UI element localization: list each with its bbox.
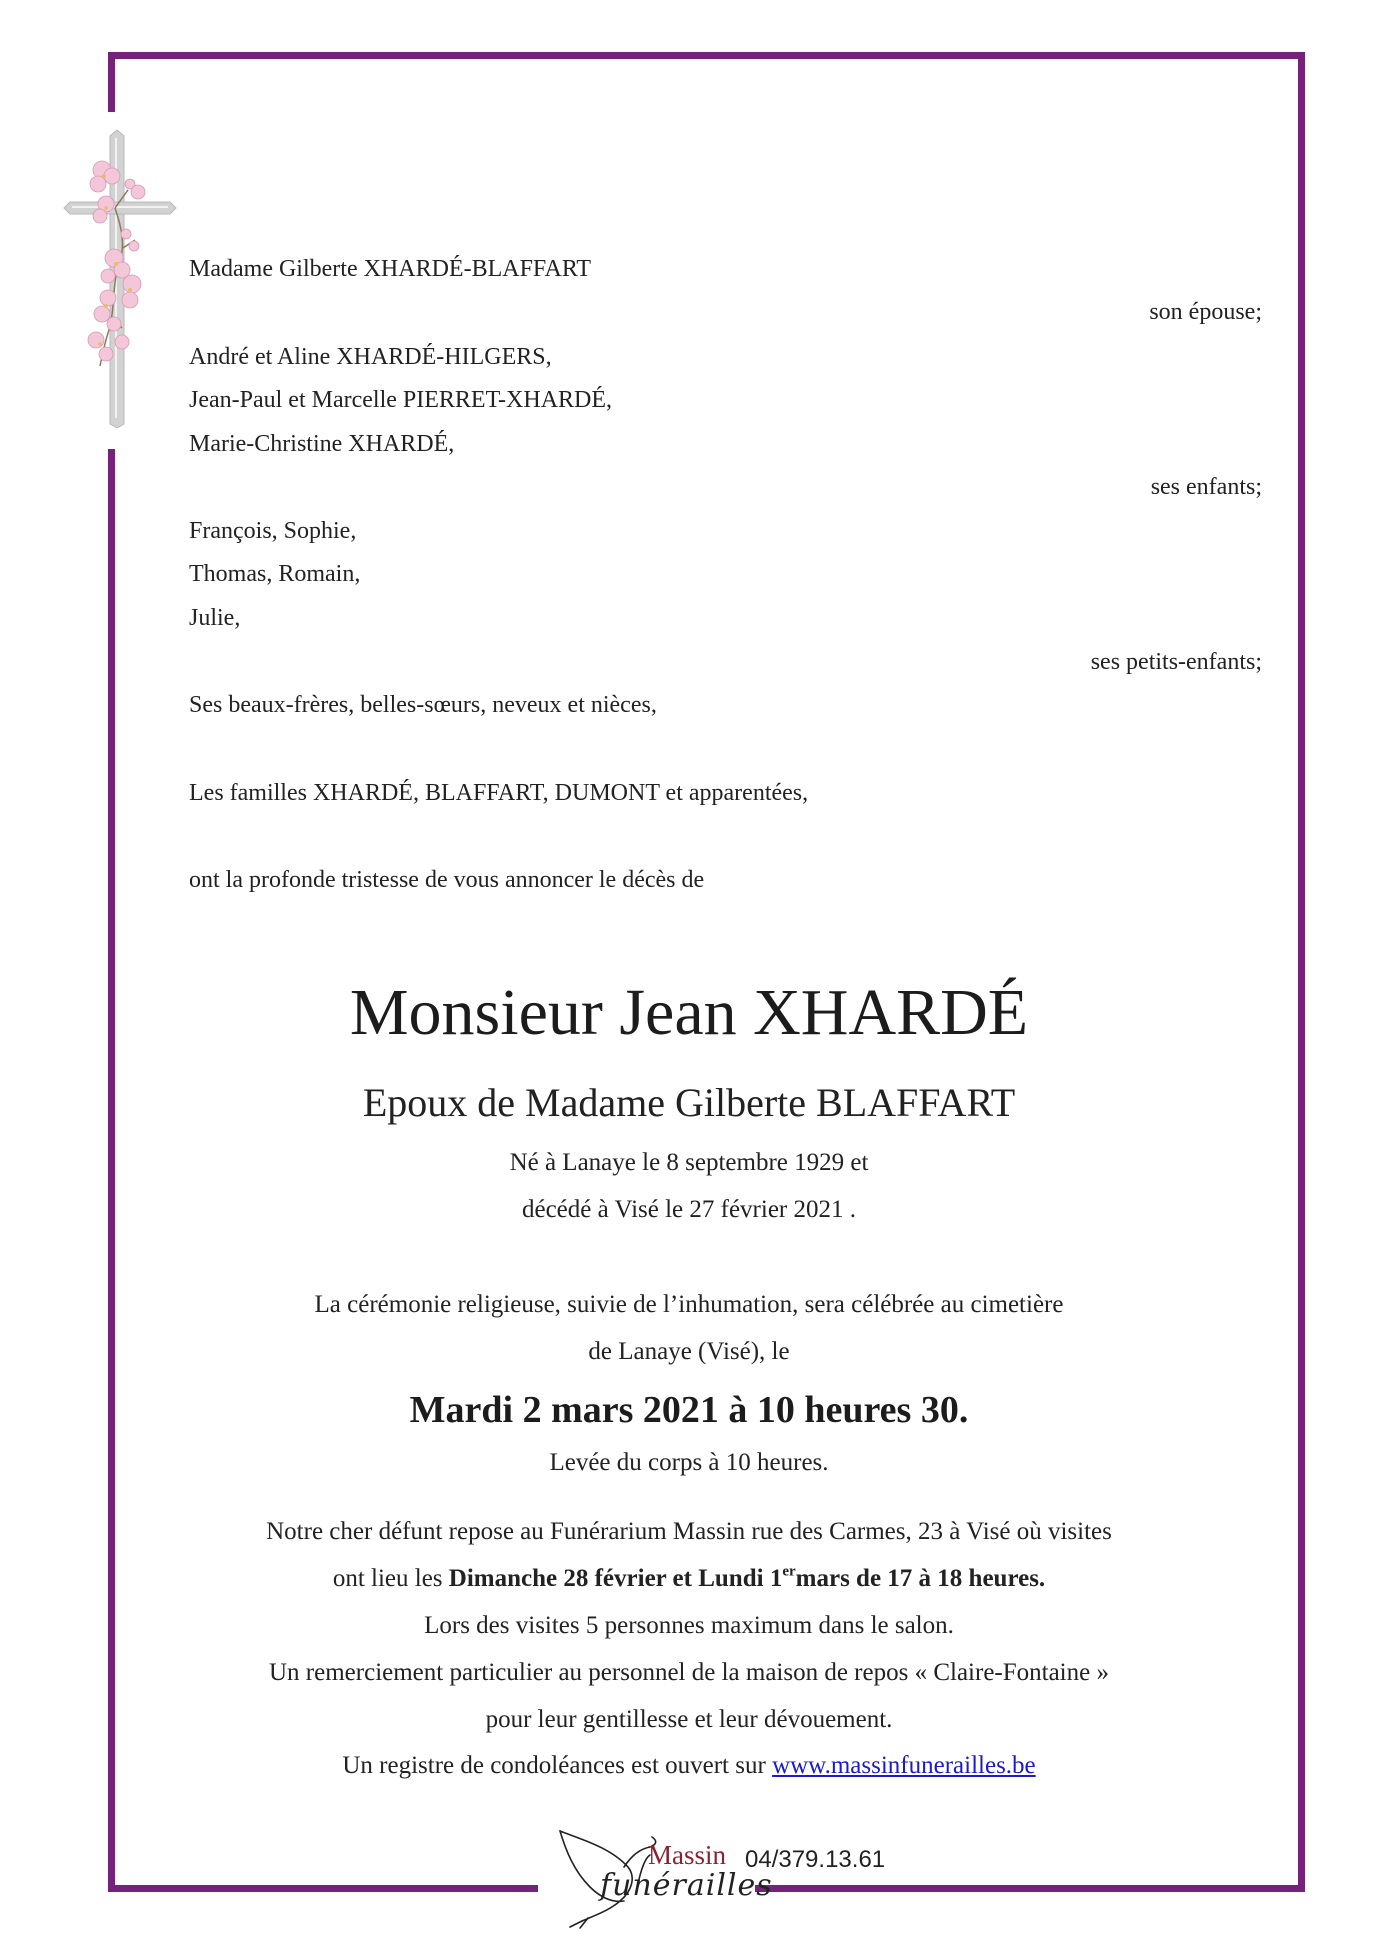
grandchild-name: Julie, xyxy=(189,605,241,631)
deceased-spouse-line: Epoux de Madame Gilberte BLAFFART xyxy=(362,1080,1016,1125)
register-prefix: Un registre de condoléances est ouvert sur xyxy=(342,1752,773,1779)
register-link[interactable]: www.massinfunerailles.be xyxy=(772,1752,1036,1779)
cross-with-blossoms-icon xyxy=(60,128,180,428)
visits-line-1: Notre cher défunt repose au Funérarium Massin rue des Carmes, 23 à Visé où visites xyxy=(266,1518,1112,1545)
logo-funerailles: funérailles xyxy=(600,1868,773,1903)
frame-left-upper xyxy=(108,52,115,112)
death-line: décédé à Visé le 27 février 2021 . xyxy=(521,1196,856,1223)
thanks-line-1: Un remerciement particulier au personnel de la maison de repos « Claire-Fontaine » xyxy=(269,1659,1109,1686)
visits-prefix: ont lieu les xyxy=(332,1565,449,1592)
phone-number: 04/379.13.61 xyxy=(745,1846,886,1873)
birth-line: Né à Lanaye le 8 septembre 1929 et xyxy=(509,1149,869,1176)
levee-line: Levée du corps à 10 heures. xyxy=(549,1449,829,1476)
visits-dates-b: mars de 17 à 18 heures. xyxy=(795,1565,1046,1592)
ceremony-line-2: de Lanaye (Visé), le xyxy=(588,1338,790,1365)
spouse-role: son épouse; xyxy=(1149,299,1262,325)
grandchild-name: François, Sophie, xyxy=(189,518,357,544)
deceased-name: Monsieur Jean XHARDÉ xyxy=(349,976,1029,1049)
announcement-line: ont la profonde tristesse de vous annoncer le décès de xyxy=(189,867,705,893)
child-name: Marie-Christine XHARDÉ, xyxy=(189,431,455,457)
children-role: ses enfants; xyxy=(1150,474,1262,500)
visits-line-2 xyxy=(0,1564,1378,1594)
visits-line-3: Lors des visites 5 personnes maximum dans le salon. xyxy=(424,1612,954,1639)
child-name: Jean-Paul et Marcelle PIERRET-XHARDÉ, xyxy=(189,387,613,413)
ceremony-date: Mardi 2 mars 2021 à 10 heures 30. xyxy=(409,1389,969,1431)
register-line xyxy=(0,1751,1378,1781)
grandchild-name: Thomas, Romain, xyxy=(189,561,361,587)
in-laws-line: Ses beaux-frères, belles-sœurs, neveux et nièces, xyxy=(189,692,657,718)
visits-dates-sup: er xyxy=(782,1563,796,1580)
grandchildren-role: ses petits-enfants; xyxy=(1090,649,1262,675)
ceremony-line-1: La cérémonie religieuse, suivie de l’inhumation, sera célébrée au cimetière xyxy=(314,1291,1064,1318)
logo-massin: Massin xyxy=(648,1840,727,1870)
frame-bottom-left xyxy=(108,1885,538,1892)
visits-dates-a: Dimanche 28 février et Lundi 1 xyxy=(448,1565,783,1592)
frame-bottom-right xyxy=(755,1885,1305,1892)
spouse-name: Madame Gilberte XHARDÉ-BLAFFART xyxy=(189,256,592,282)
child-name: André et Aline XHARDÉ-HILGERS, xyxy=(189,344,552,370)
families-line: Les familles XHARDÉ, BLAFFART, DUMONT et apparentées, xyxy=(189,780,809,806)
frame-top xyxy=(108,52,1305,59)
thanks-line-2: pour leur gentillesse et leur dévouement. xyxy=(485,1706,893,1733)
